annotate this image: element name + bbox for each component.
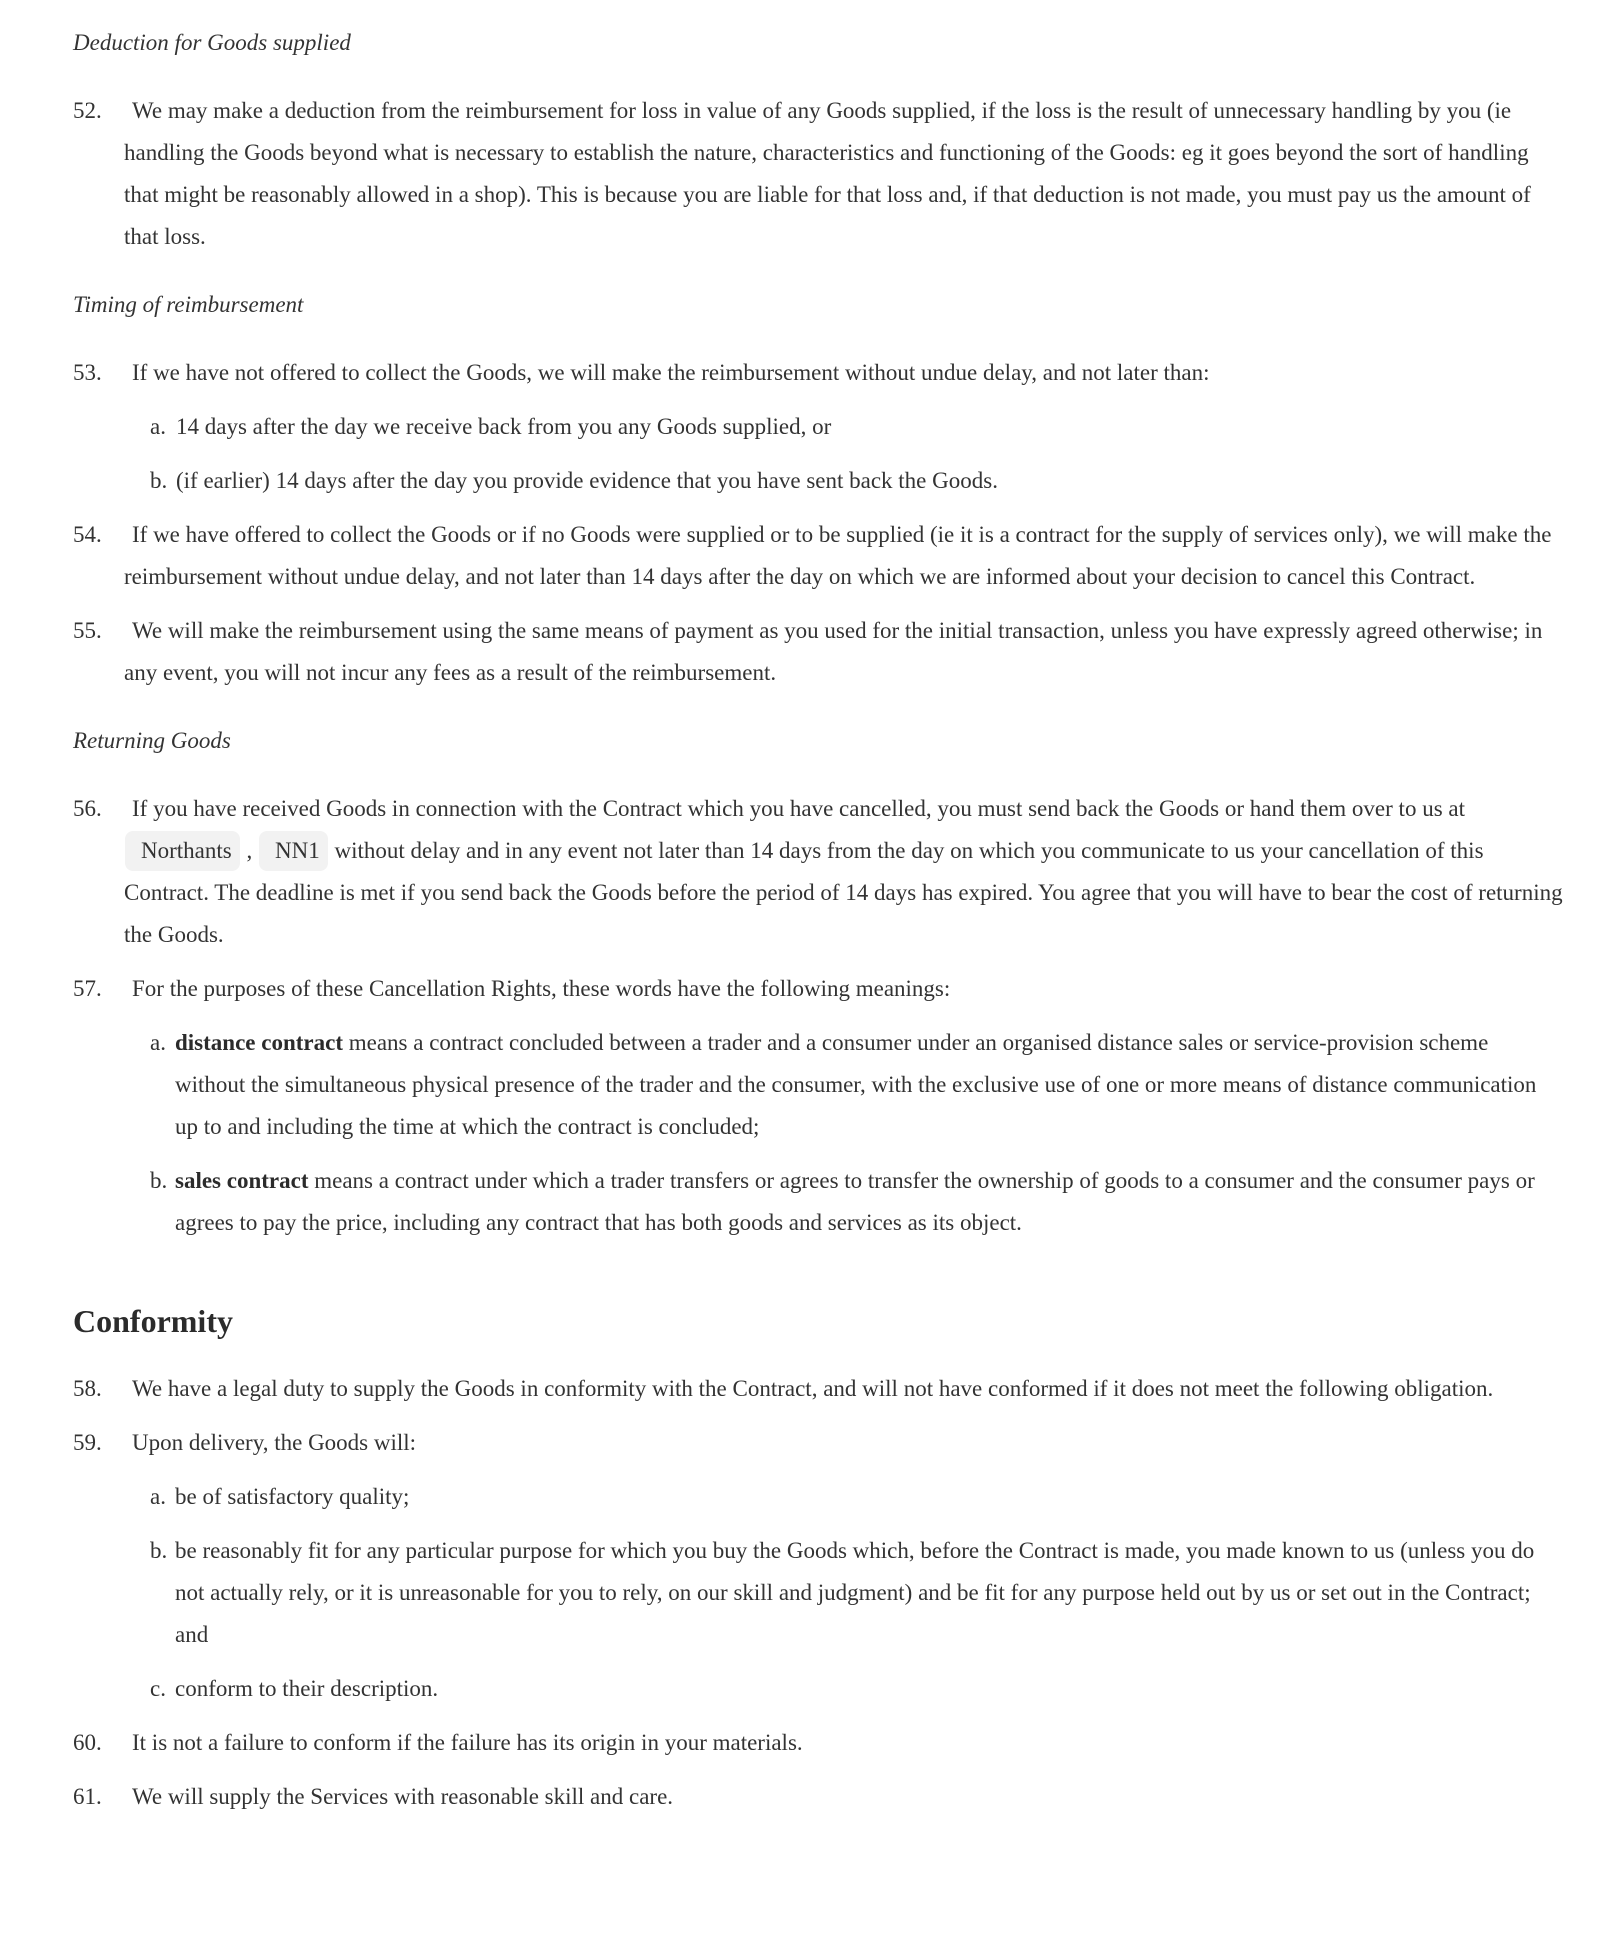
address-postcode-field: NN1 (259, 831, 328, 871)
definition-term: distance contract (175, 1030, 343, 1055)
list-letter: b. (150, 468, 168, 493)
clause-text: It is not a failure to conform if the failure has its origin in your materials. (132, 1730, 803, 1755)
definition-text: means a contract under which a trader transfers or agrees to transfer the ownership of goods to a consumer and the consumer pays or agrees to pay the price, including any contract that has both goods and services as its object. (175, 1168, 1535, 1235)
clause-text: If we have not offered to collect the Goods, we will make the reimbursement without undue delay, and not later than: (132, 360, 1210, 385)
clause-number: 56. (73, 796, 102, 821)
clause-text (124, 788, 1563, 956)
subheading-returning: Returning Goods (73, 728, 231, 753)
subheading-timing: Timing of reimbursement (73, 292, 304, 317)
definition-term: sales contract (175, 1168, 309, 1193)
list-letter: a. (150, 1030, 166, 1055)
clause-53-list (73, 406, 1563, 502)
clause-52 (73, 90, 1563, 258)
list-item (150, 1668, 1563, 1710)
list-text: 14 days after the day we receive back from you any Goods supplied, or (176, 414, 832, 439)
clause-58 (73, 1368, 1563, 1410)
clause-number: 59. (73, 1430, 102, 1455)
list-text: be reasonably fit for any particular purpose for which you buy the Goods which, before the Contract is made, you made known to us (unless you do not actually rely, or it is unreasonable for you to rely, on our skill and judgment) and be fit for any purpose held out by us or set out in the Contract; and (175, 1538, 1535, 1647)
clause-56 (73, 788, 1563, 956)
address-county-field: Northants (125, 831, 240, 871)
clause-number: 53. (73, 360, 102, 385)
clause-text: We have a legal duty to supply the Goods in conformity with the Contract, and will not have conformed if it does not meet the following obligation. (132, 1376, 1494, 1401)
clause-number: 61. (73, 1784, 102, 1809)
list-letter: b. (150, 1168, 168, 1193)
list-text: be of satisfactory quality; (175, 1484, 410, 1509)
list-letter: a. (150, 1484, 166, 1509)
clause-text-after: without delay and in any event not later than 14 days from the day on which you communicate to us your cancellation of this Contract. The deadline is met if you send back the Goods before the period of 14 days has expired. You agree that you will have to bear the cost of returning the Goods. (124, 838, 1563, 947)
list-item (150, 460, 1563, 502)
clause-text: We will make the reimbursement using the same means of payment as you used for the initial transaction, unless you have expressly agreed otherwise; in any event, you will not incur any fees as a result of the reimbursement. (124, 618, 1543, 685)
clause-text: We will supply the Services with reasonable skill and care. (132, 1784, 674, 1809)
clause-text: We may make a deduction from the reimbursement for loss in value of any Goods supplied, if the loss is the result of unnecessary handling by you (ie handling the Goods beyond what is necessary to establish the nature, characteristics and functioning of the Goods: eg it goes beyond the sort of handling that might be reasonably allowed in a shop). This is because you are liable for that loss and, if that deduction is not made, you must pay us the amount of that loss. (124, 98, 1531, 249)
clause-53 (73, 352, 1563, 394)
clause-number: 54. (73, 522, 102, 547)
clause-number: 58. (73, 1376, 102, 1401)
section-title-conformity: Conformity (73, 1303, 233, 1339)
list-letter: b. (150, 1538, 168, 1563)
clause-59 (73, 1422, 1563, 1464)
clause-text: Upon delivery, the Goods will: (132, 1430, 417, 1455)
definition-text: means a contract concluded between a trader and a consumer under an organised distance sales or service-provision scheme without the simultaneous physical presence of the trader and the consumer, with the exclusive use of one or more means of distance communication up to and including the time at which the contract is concluded; (175, 1030, 1537, 1139)
list-item (150, 1476, 1563, 1518)
definitions-list (73, 1022, 1563, 1244)
list-text: conform to their description. (175, 1676, 439, 1701)
definition-item (150, 1160, 1563, 1244)
clause-59-list (73, 1476, 1563, 1710)
clause-57 (73, 968, 1563, 1010)
list-letter: c. (150, 1676, 166, 1701)
clause-number: 55. (73, 618, 102, 643)
clause-number: 57. (73, 976, 102, 1001)
clause-60 (73, 1722, 1563, 1764)
subheading-deduction: Deduction for Goods supplied (73, 30, 351, 55)
clause-number: 60. (73, 1730, 102, 1755)
list-item (150, 1530, 1563, 1656)
clause-number: 52. (73, 98, 102, 123)
clause-text: If we have offered to collect the Goods or if no Goods were supplied or to be supplied (ie it is a contract for the supply of services only), we will make the reimbursement without undue delay, and not later than 14 days after the day on which we are informed about your decision to cancel this Contract. (124, 522, 1552, 589)
clause-55 (73, 610, 1563, 694)
list-item (150, 406, 1563, 448)
definition-item (150, 1022, 1563, 1148)
list-letter: a. (150, 414, 166, 439)
clause-text: For the purposes of these Cancellation Rights, these words have the following meanings: (132, 976, 951, 1001)
separator: , (246, 838, 253, 863)
clause-text-before: If you have received Goods in connection with the Contract which you have cancelled, you must send back the Goods or hand them over to us at (132, 796, 1465, 821)
clause-61 (73, 1776, 1563, 1818)
list-text: (if earlier) 14 days after the day you provide evidence that you have sent back the Goods. (176, 468, 998, 493)
clause-54 (73, 514, 1563, 598)
